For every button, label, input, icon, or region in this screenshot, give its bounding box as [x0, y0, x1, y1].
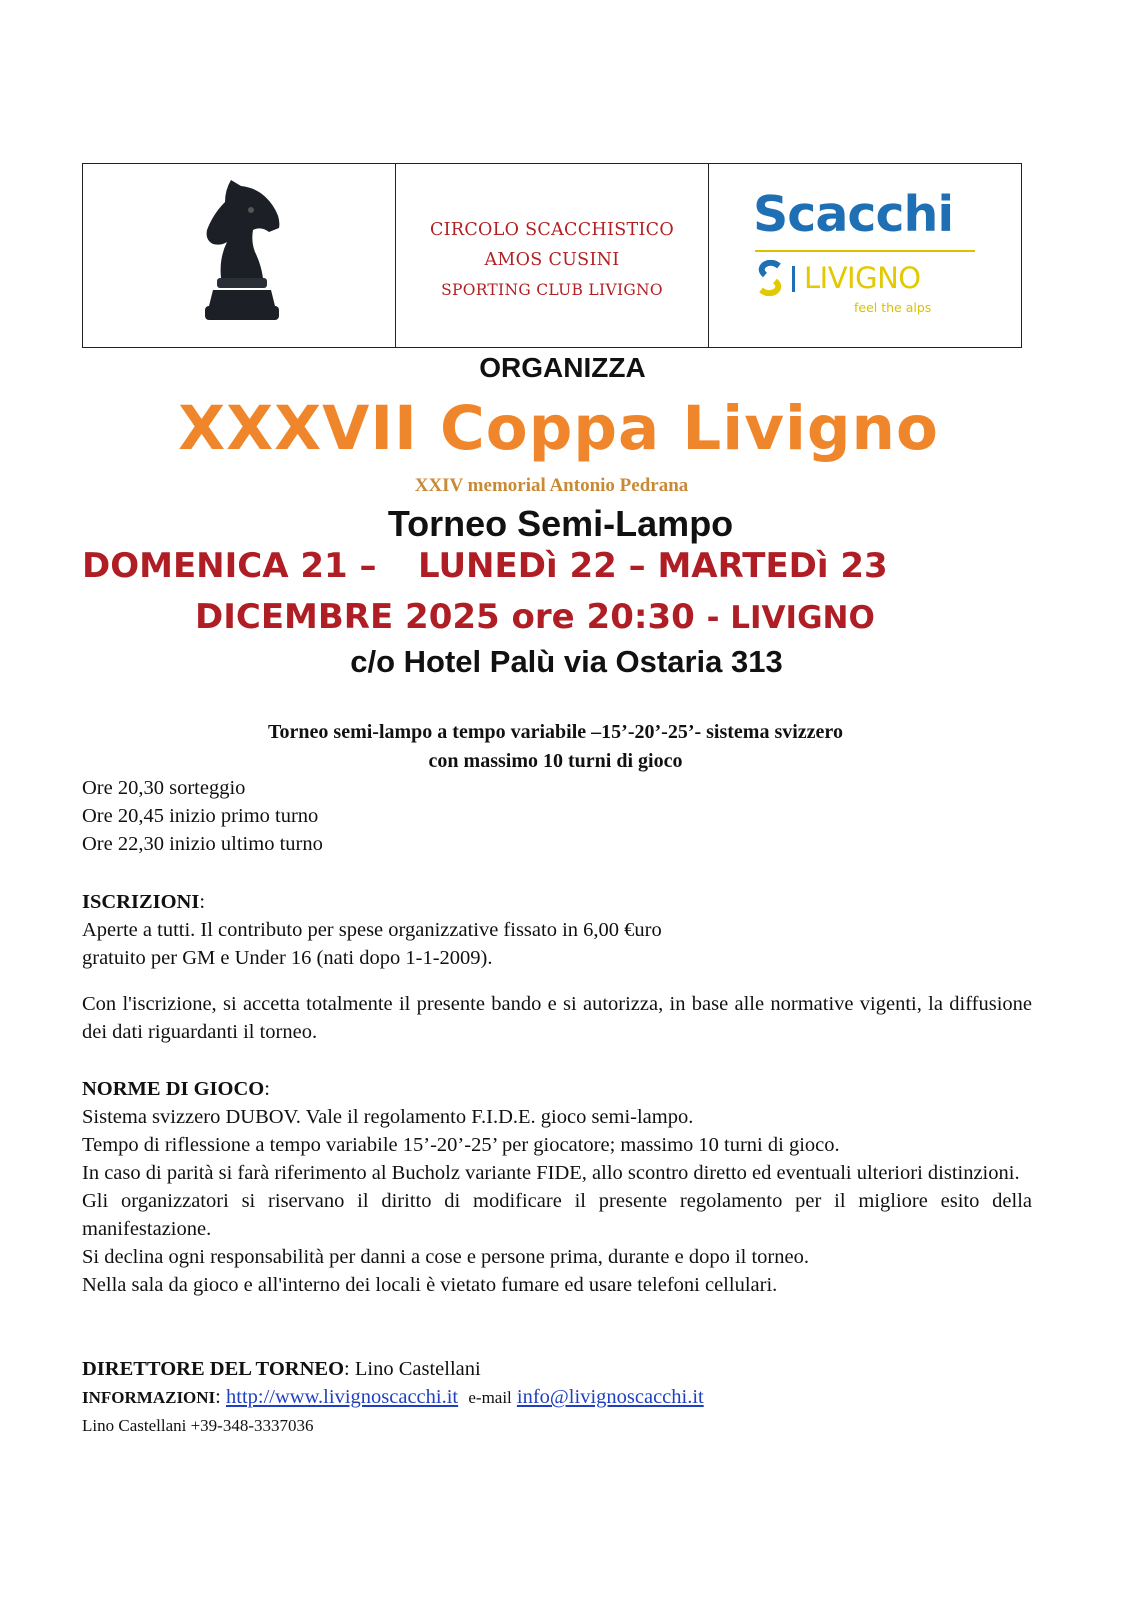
venue: c/o Hotel Palù via Ostaria 313: [350, 644, 783, 679]
director-name: Lino Castellani: [354, 1358, 481, 1380]
schedule-item: Ore 22,30 inizio ultimo turno: [82, 833, 323, 855]
club-line-2: AMOS CUSINI: [484, 249, 620, 270]
schedule-item: Ore 20,30 sorteggio: [82, 777, 246, 799]
consent-paragraph: Con l'iscrizione, si accetta totalmente il presente bando e si autorizza, in base alle normative vigenti, la diffusione dei dati riguardanti il torneo.: [82, 993, 1032, 1043]
phone-line: Lino Castellani +39-348-3337036: [82, 1416, 314, 1435]
director-label: DIRETTORE DEL TORNEO: [82, 1358, 345, 1380]
formula-line-2: con massimo 10 turni di gioco: [428, 750, 683, 772]
date-sunday: DOMENICA 21 –: [82, 546, 377, 586]
club-name-cell: [396, 164, 709, 347]
email-label: e-mail: [468, 1388, 512, 1407]
norme-line: Nella sala da gioco e all'interno dei locali è vietato fumare ed usare telefoni cellulari.: [82, 1274, 778, 1296]
norme-line: Si declina ogni responsabilità per danni a cose e persone prima, durante e dopo il torneo.: [82, 1246, 809, 1268]
logo-title: Scacchi: [753, 186, 954, 243]
norme-line: Tempo di riflessione a tempo variabile 15’-20’-25’ per giocatore; massimo 10 turni di gioco.: [82, 1134, 840, 1156]
date-month-time: DICEMBRE 2025 ore 20:30: [195, 597, 695, 637]
norme-line: Sistema svizzero DUBOV. Vale il regolamento F.I.D.E. gioco semi-lampo.: [82, 1106, 694, 1128]
logo-tagline: feel the alps: [854, 300, 932, 315]
contacts-section: DIRETTORE DEL TORNEO: Lino Castellani INFORMAZIONI: http://www.livignoscacchi.it e-mail info@livignoscacchi.it Lino Castellani +39-348-3337036: [82, 1355, 1032, 1440]
club-line-3: SPORTING CLUB LIVIGNO: [441, 280, 663, 299]
info-label: INFORMAZIONI: [82, 1388, 216, 1407]
logo-divider: [755, 250, 975, 252]
club-line-1: CIRCOLO SCACCHISTICO: [429, 219, 675, 240]
memorial-subtitle: XXIV memorial Antonio Pedrana: [414, 475, 689, 496]
organizza-heading: ORGANIZZA: [479, 352, 646, 383]
norme-heading: NORME DI GIOCO: [82, 1078, 265, 1100]
chess-knight-icon: [191, 172, 291, 332]
schedule: [82, 774, 1032, 858]
email-link[interactable]: info@livignoscacchi.it: [516, 1386, 704, 1408]
schedule-item: Ore 20,45 inizio primo turno: [82, 805, 319, 827]
website-link[interactable]: http://www.livignoscacchi.it: [226, 1386, 459, 1408]
logo-brand: LIVIGNO: [804, 261, 921, 295]
iscrizioni-section: ISCRIZIONI: Aperte a tutti. Il contributo per spese organizzative fissato in 6,00 €uro gratuito per GM e Under 16 (nati dopo 1-1-2009).: [82, 888, 1032, 972]
norme-line: Gli organizzatori si riservano il diritto di modificare il presente regolamento per il migliore esito della manifestazione.: [82, 1190, 1032, 1240]
tournament-formula: [0, 718, 1121, 776]
iscrizioni-line: gratuito per GM e Under 16 (nati dopo 1-1-2009).: [82, 947, 493, 969]
logo-bar: [792, 266, 795, 292]
scacchi-livigno-logo-cell: [709, 164, 1021, 347]
dates-line-2: [195, 597, 875, 637]
norme-line: In caso di parità si farà riferimento al Bucholz variante FIDE, allo scontro diretto ed eventuali ulteriori distinzioni.: [82, 1162, 1020, 1184]
date-place: - LIVIGNO: [706, 600, 875, 636]
header-box: [82, 163, 1022, 348]
tournament-type: Torneo Semi-Lampo: [387, 503, 734, 544]
event-title: XXXVII Coppa Livigno: [178, 393, 939, 464]
iscrizioni-heading: ISCRIZIONI: [82, 891, 200, 913]
iscrizioni-line: Aperte a tutti. Il contributo per spese organizzative fissato in 6,00 €uro: [82, 919, 662, 941]
norme-section: NORME DI GIOCO: Sistema svizzero DUBOV. Vale il regolamento F.I.D.E. gioco semi-lampo. Tempo di riflessione a tempo variabile 15’-20’-25’ per giocatore; massimo 10 turni di gioco. In caso di parità si farà riferimento al Bucholz variante FIDE, allo scontro diretto ed eventuali ulteriori distinzioni. Gli organizzatori si riservano il diritto di modificare il presente regolamento per il migliore esito della manifestazione. Si declina ogni responsabilità per danni a cose e persone prima, durante e dopo il torneo. Nella sala da gioco e all'interno dei locali è vietato fumare ed usare telefoni cellulari.: [82, 1075, 1032, 1299]
s-mark-icon: [757, 260, 783, 296]
date-monday-tuesday: LUNEDì 22 – MARTEDì 23: [418, 546, 888, 586]
formula-line-1: Torneo semi-lampo a tempo variabile –15’-20’-25’- sistema svizzero: [268, 721, 843, 743]
knight-logo-cell: [83, 164, 396, 347]
